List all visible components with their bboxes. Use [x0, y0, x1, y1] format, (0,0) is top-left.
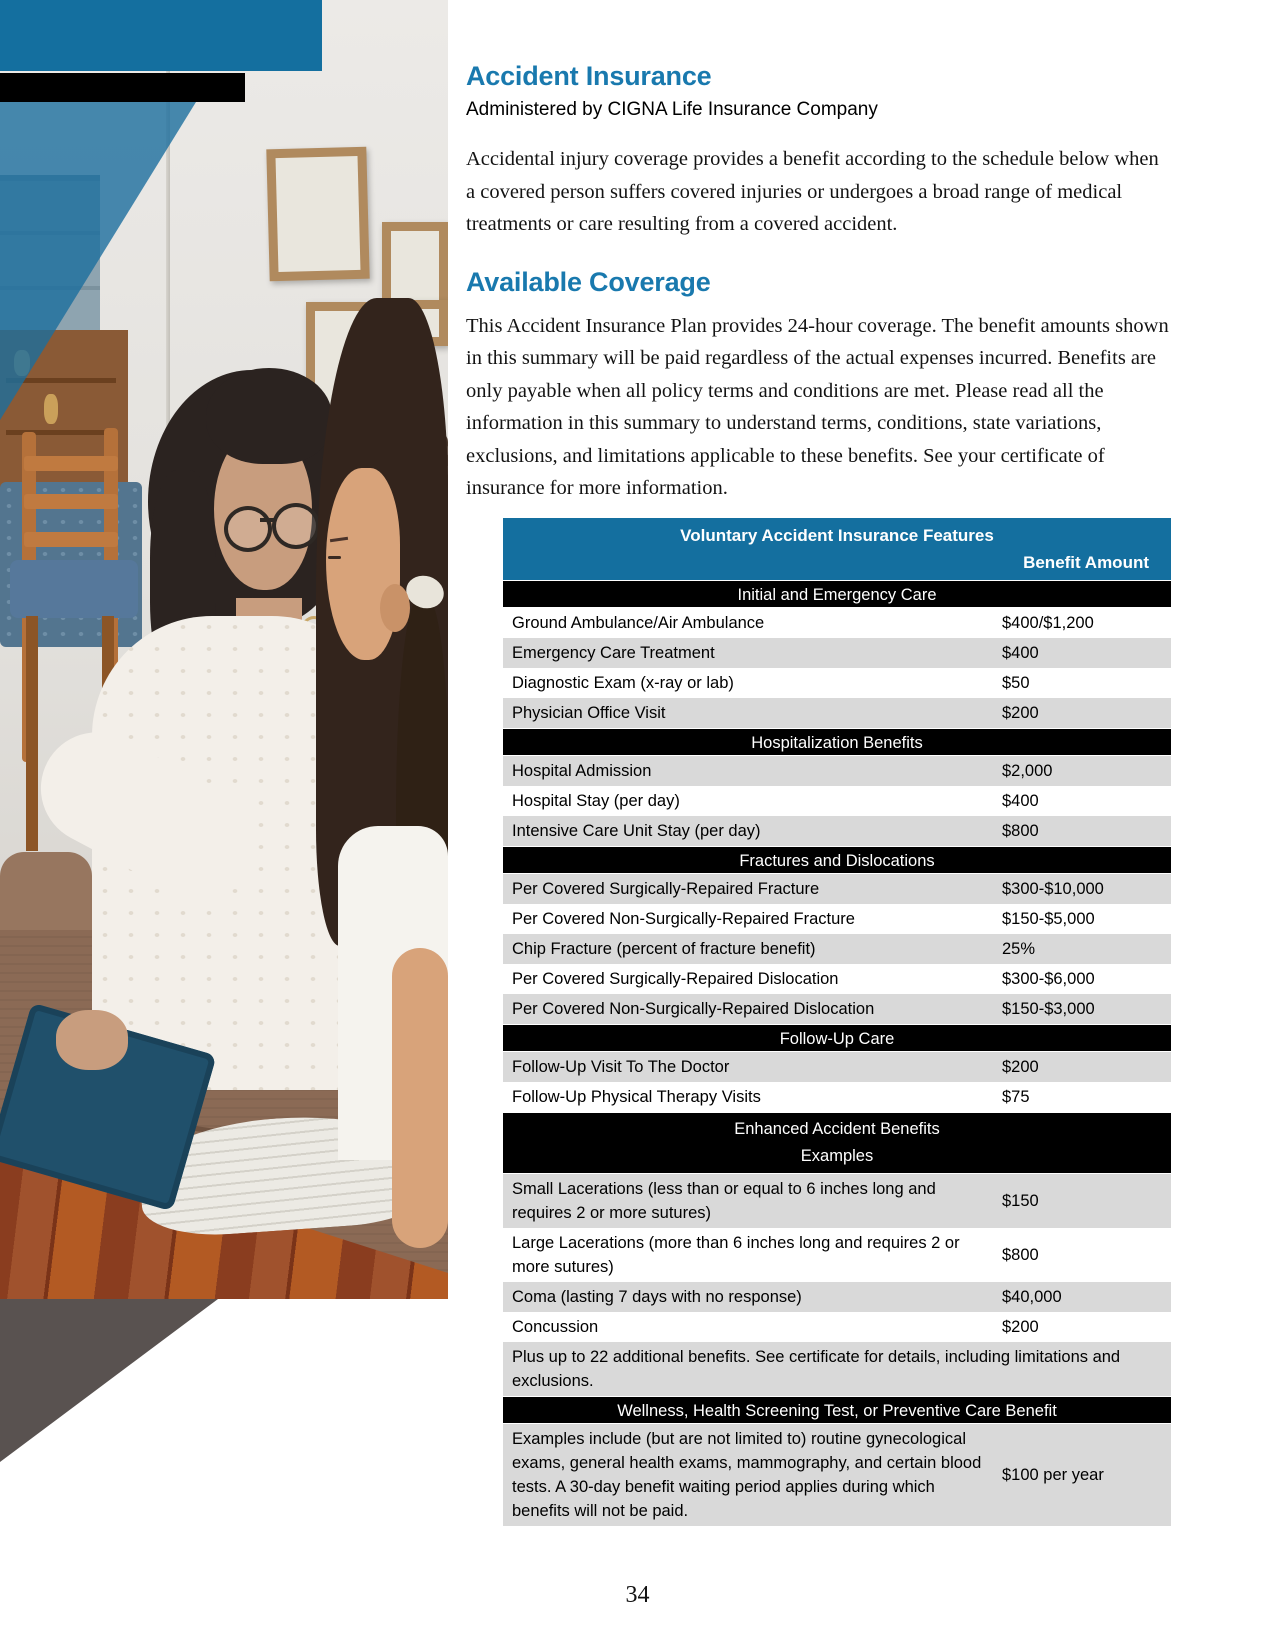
benefit-label: Concussion: [512, 1318, 599, 1336]
benefit-label: Hospital Stay (per day): [512, 792, 680, 810]
photo-chair: [24, 456, 118, 471]
benefit-amount: $200: [1002, 704, 1039, 722]
table-row: [503, 934, 1171, 964]
table-section-header-line: Fractures and Dislocations: [739, 852, 935, 870]
benefit-label: Per Covered Non-Surgically-Repaired Dislocation: [512, 1000, 875, 1018]
table-section-header-line: Initial and Emergency Care: [737, 586, 937, 604]
table-row: [503, 698, 1171, 728]
page-title: Accident Insurance: [466, 61, 712, 91]
table-header: [503, 518, 1171, 580]
benefit-label: Chip Fracture (percent of fracture benefit): [512, 940, 816, 958]
benefit-label: Emergency Care Treatment: [512, 644, 715, 662]
table-row: [503, 874, 1171, 904]
table-row: [503, 1174, 1171, 1228]
table-row: [503, 608, 1171, 638]
benefit-label: Intensive Care Unit Stay (per day): [512, 822, 761, 840]
photo-chair: [24, 532, 118, 547]
benefit-amount: $150-$5,000: [1002, 910, 1095, 928]
benefit-amount-header: Benefit Amount: [1023, 553, 1149, 572]
table-section-header: [503, 1112, 1171, 1174]
benefit-label: Physician Office Visit: [512, 704, 666, 722]
photo-picture-frame: [382, 222, 448, 310]
benefit-label: Per Covered Surgically-Repaired Dislocation: [512, 970, 839, 988]
photo-girl-ear: [380, 584, 410, 632]
photo-picture-frame: [266, 147, 369, 282]
benefit-label: Ground Ambulance/Air Ambulance: [512, 614, 765, 632]
photo-grandmother-hair: [206, 368, 332, 464]
photo-grandmother-hand: [56, 1010, 128, 1070]
benefit-amount: 25%: [1002, 940, 1036, 958]
decor-blue-rectangle: [0, 0, 322, 71]
photo-glasses: [272, 503, 320, 549]
benefit-amount: $800: [1002, 1246, 1039, 1264]
benefit-label: Coma (lasting 7 days with no response): [512, 1288, 802, 1306]
table-row: [503, 816, 1171, 846]
benefit-label: Diagnostic Exam (x-ray or lab): [512, 674, 734, 692]
photo-chair-cushion: [10, 560, 138, 618]
photo-girl-arm: [392, 948, 448, 1248]
benefit-amount: $400: [1002, 792, 1039, 810]
main-content: [466, 60, 1172, 505]
available-coverage-title: Available Coverage: [466, 266, 711, 297]
administered-by: Administered by CIGNA Life Insurance Company: [466, 99, 878, 120]
benefit-label: Per Covered Surgically-Repaired Fracture: [512, 880, 820, 898]
benefit-amount: $100 per year: [1002, 1466, 1104, 1484]
benefit-amount: $75: [1002, 1088, 1030, 1106]
benefit-label: Follow-Up Visit To The Doctor: [512, 1058, 730, 1076]
table-row: [503, 904, 1171, 934]
table-row: [503, 1312, 1171, 1342]
benefit-amount: $40,000: [1002, 1288, 1062, 1306]
table-row: [503, 1342, 1171, 1396]
decor-gray-triangle: [0, 1299, 218, 1462]
page-number: 34: [625, 1582, 650, 1608]
decor-black-bar: [0, 73, 245, 102]
table-row: [503, 668, 1171, 698]
photo-girl-face: [328, 556, 341, 559]
benefit-amount: $2,000: [1002, 762, 1053, 780]
photo-chair: [24, 494, 118, 509]
table-section-header-line: Follow-Up Care: [779, 1030, 895, 1048]
benefit-amount: $150: [1002, 1192, 1039, 1210]
benefit-label: Small Lacerations (less than or equal to 6 inches long and requires 2 or more sutures): [512, 1180, 936, 1222]
coverage-paragraph: This Accident Insurance Plan provides 24-hour coverage. The benefit amounts shown in this summary will be paid regardless of the actual expenses incurred. Benefits are only payable when all policy terms and conditions are met. Please read all the information in this summary to understand terms, conditions, state variations, exclusions, and limitations applicable to these benefits. See your certificate of insurance for more information.: [466, 314, 1169, 499]
intro-paragraph: Accidental injury coverage provides a benefit according to the schedule below when a covered person suffers covered injuries or undergoes a broad range of medical treatments or care resulting from a covered accident.: [466, 148, 1159, 235]
table-section-header-line: Hospitalization Benefits: [751, 734, 923, 752]
benefit-amount: $200: [1002, 1058, 1039, 1076]
table-row: [503, 1082, 1171, 1112]
table-section-header: [503, 1024, 1171, 1052]
photo-girl-face: [326, 468, 400, 660]
table-row: [503, 756, 1171, 786]
benefit-label: Hospital Admission: [512, 762, 652, 780]
table-section-header-line: Examples: [800, 1146, 874, 1165]
table-section-header: [503, 580, 1171, 608]
benefits-table: [503, 518, 1171, 1526]
benefit-label: Large Lacerations (more than 6 inches long and requires 2 or more sutures): [512, 1234, 960, 1276]
table-row: [503, 1052, 1171, 1082]
benefit-amount: $200: [1002, 1318, 1039, 1336]
benefit-label: Per Covered Non-Surgically-Repaired Fracture: [512, 910, 855, 928]
table-section-header: [503, 1396, 1171, 1424]
table-row: [503, 638, 1171, 668]
table-row: [503, 786, 1171, 816]
table-row: [503, 1424, 1171, 1526]
table-row: [503, 964, 1171, 994]
benefit-label: Examples include (but are not limited to) routine gynecological exams, general health exams, mammography, and certain blood tests. A 30-day benefit waiting period applies during which benefits will not be paid.: [512, 1430, 982, 1520]
table-row: [503, 1228, 1171, 1282]
benefit-amount: $400/$1,200: [1002, 614, 1094, 632]
photo-glasses: [224, 506, 272, 552]
table-section-header-line: Enhanced Accident Benefits: [734, 1120, 940, 1139]
benefit-label: Plus up to 22 additional benefits. See certificate for details, including limitations and exclusions.: [512, 1348, 1121, 1390]
photo-chair: [26, 616, 38, 851]
benefit-amount: $150-$3,000: [1002, 1000, 1095, 1018]
table-body: [503, 580, 1171, 1526]
benefit-amount: $300-$10,000: [1002, 880, 1104, 898]
benefit-amount: $50: [1002, 674, 1030, 692]
table-section-header: [503, 728, 1171, 756]
table-section-header: [503, 846, 1171, 874]
table-row: [503, 994, 1171, 1024]
table-row: [503, 1282, 1171, 1312]
table-section-header-line: Wellness, Health Screening Test, or Preventive Care Benefit: [617, 1402, 1057, 1420]
benefit-label: Follow-Up Physical Therapy Visits: [512, 1088, 761, 1106]
benefit-amount: $300-$6,000: [1002, 970, 1095, 988]
benefit-amount: $400: [1002, 644, 1039, 662]
benefit-amount: $800: [1002, 822, 1039, 840]
photo-glasses: [260, 518, 276, 522]
table-title: Voluntary Accident Insurance Features: [680, 526, 994, 545]
